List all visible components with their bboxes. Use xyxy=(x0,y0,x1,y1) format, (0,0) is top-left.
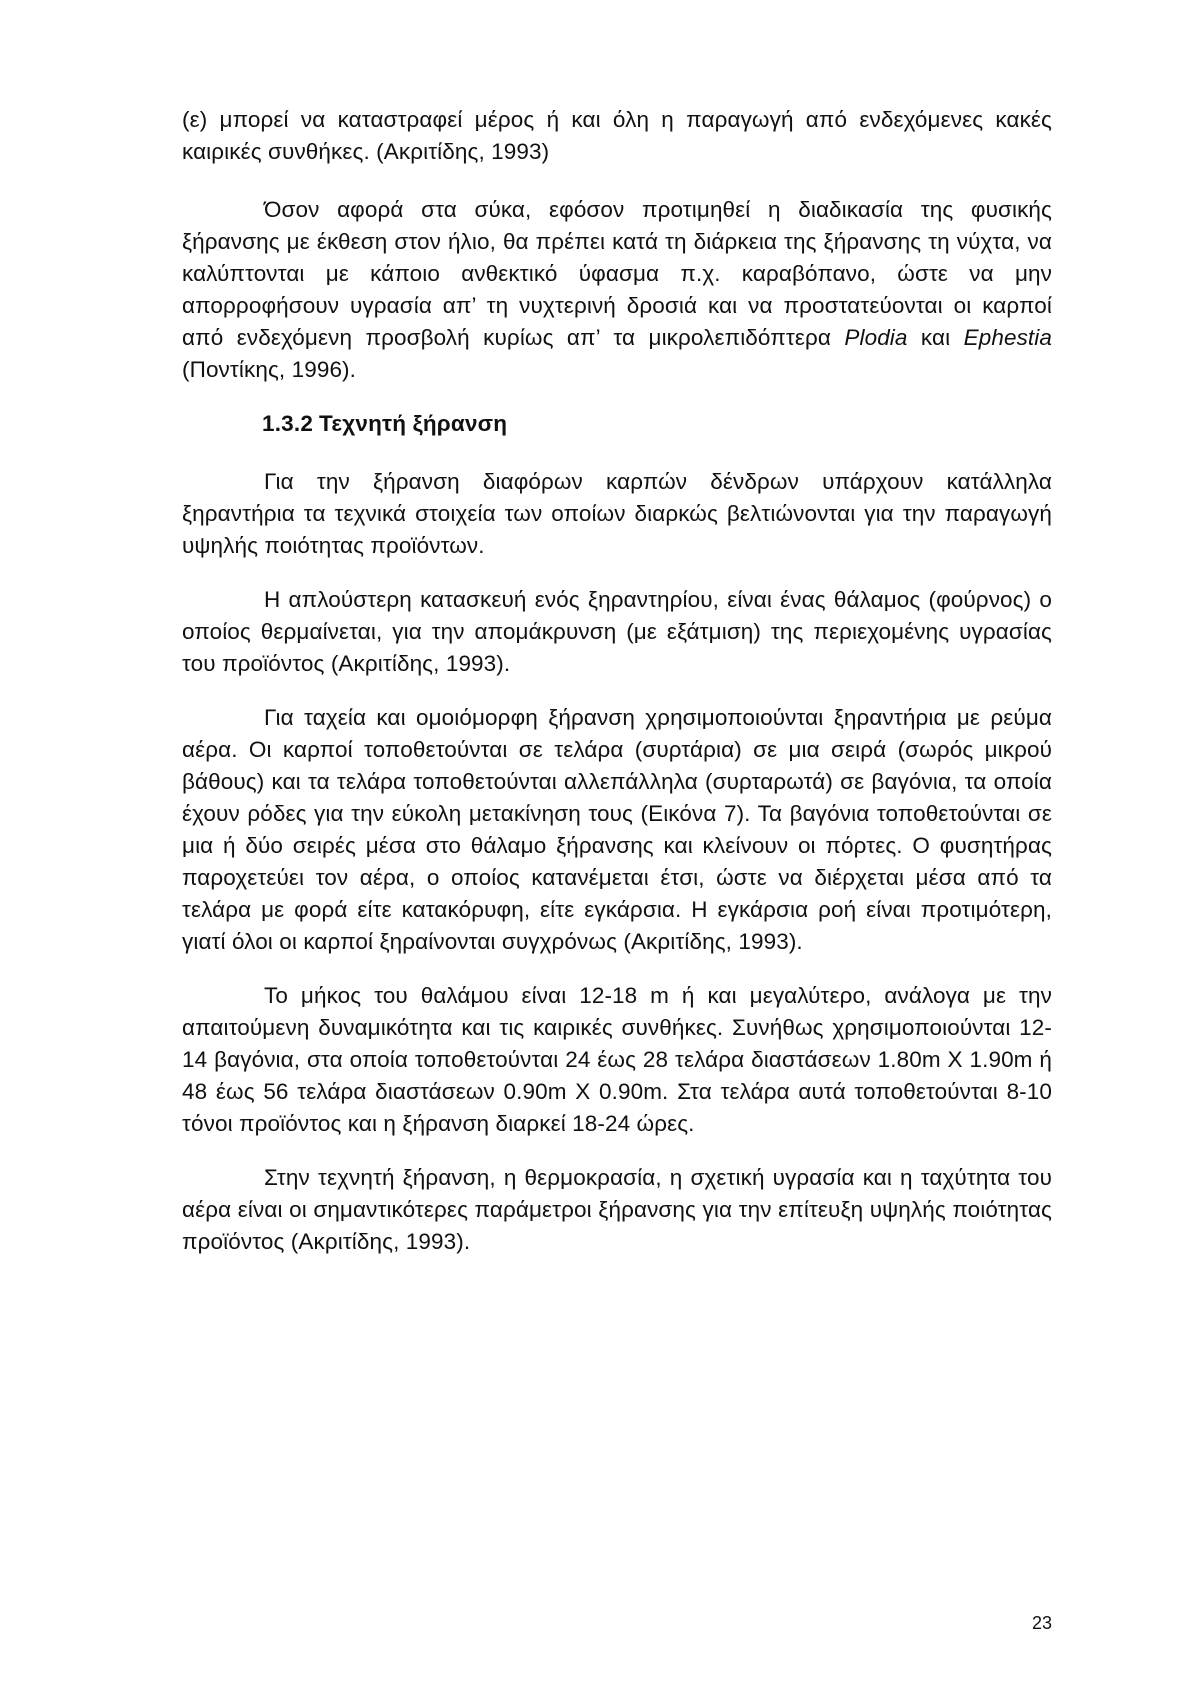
paragraph-figs-text-a: Όσον αφορά στα σύκα, εφόσον προτιμηθεί η διαδικασία της φυσικής ξήρανσης με έκθεση στον ήλιο, θα πρέπει κατά τη διάρκεια της ξήρανσης τη νύχτα, να καλύπτονται με κάποιο ανθεκτικό ύφασμα π.χ. καραβόπανο, ώστε να μην απορροφήσουν υγρασία απ’ τη νυχτερινή δροσιά και να προστατεύονται οι καρποί από ενδεχόμενη προσβολή κυρίως απ’ τα μικρολεπιδόπτερα xyxy=(182,197,1052,350)
section-title: Τεχνητή ξήρανση xyxy=(319,411,508,436)
term-plodia: Plodia xyxy=(844,325,908,350)
page-number: 23 xyxy=(1031,1613,1052,1633)
paragraph-figs-text-b: και xyxy=(907,325,964,350)
document-page xyxy=(182,104,1052,1258)
section-heading xyxy=(262,408,1052,440)
paragraph-simple-dryer: Η απλούστερη κατασκευή ενός ξηραντηρίου, είναι ένας θάλαμος (φούρνος) ο οποίος θερμαίνεται, για την απομάκρυνση (με εξάτμιση) της περιεχομένης υγρασίας του προϊόντος (Ακριτίδης, 1993). xyxy=(182,587,1052,676)
paragraph-dryers: Για την ξήρανση διαφόρων καρπών δένδρων υπάρχουν κατάλληλα ξηραντήρια τα τεχνικά στοιχεία των οποίων διαρκώς βελτιώνονται για την παραγωγή υψηλής ποιότητας προϊόντων. xyxy=(182,469,1052,558)
term-ephestia: Ephestia xyxy=(963,325,1052,350)
paragraph-parameters: Στην τεχνητή ξήρανση, η θερμοκρασία, η σχετική υγρασία και η ταχύτητα του αέρα είναι οι σημαντικότερες παράμετροι ξήρανσης για την επίτευξη υψηλής ποιότητας προϊόντος (Ακριτίδης, 1993). xyxy=(182,1165,1052,1254)
paragraph-damage: (ε) μπορεί να καταστραφεί μέρος ή και όλη η παραγωγή από ενδεχόμενες κακές καιρικές συνθήκες. (Ακριτίδης, 1993) xyxy=(182,107,1052,164)
paragraph-figs-drying xyxy=(182,194,1052,386)
paragraph-figs-text-c: (Ποντίκης, 1996). xyxy=(182,357,356,382)
paragraph-chamber-length: Το μήκος του θαλάμου είναι 12-18 m ή και μεγαλύτερο, ανάλογα με την απαιτούμενη δυναμικότητα και τις καιρικές συνθήκες. Συνήθως χρησιμοποιούνται 12-14 βαγόνια, στα οποία τοποθετούνται 24 έως 28 τελάρα διαστάσεων 1.80m X 1.90m ή 48 έως 56 τελάρα διαστάσεων 0.90m X 0.90m. Στα τελάρα αυτά τοποθετούνται 8-10 τόνοι προϊόντος και η ξήρανση διαρκεί 18-24 ώρες. xyxy=(182,983,1052,1136)
paragraph-air-dryers: Για ταχεία και ομοιόμορφη ξήρανση χρησιμοποιούνται ξηραντήρια με ρεύμα αέρα. Οι καρποί τοποθετούνται σε τελάρα (συρτάρια) σε μια σειρά (σωρός μικρού βάθους) και τα τελάρα τοποθετούνται αλλεπάλληλα (συρταρωτά) σε βαγόνια, τα οποία έχουν ρόδες για την εύκολη μετακίνηση τους (Εικόνα 7). Τα βαγόνια τοποθετούνται σε μια ή δύο σειρές μέσα στο θάλαμο ξήρανσης και κλείνουν οι πόρτες. Ο φυσητήρας παροχετεύει τον αέρα, ο οποίος κατανέμεται έτσι, ώστε να διέρχεται μέσα από τα τελάρα με φορά είτε κατακόρυφη, είτε εγκάρσια. Η εγκάρσια ροή είναι προτιμότερη, γιατί όλοι οι καρποί ξηραίνονται συγχρόνως (Ακριτίδης, 1993). xyxy=(182,705,1052,954)
section-number: 1.3.2 xyxy=(262,411,314,436)
